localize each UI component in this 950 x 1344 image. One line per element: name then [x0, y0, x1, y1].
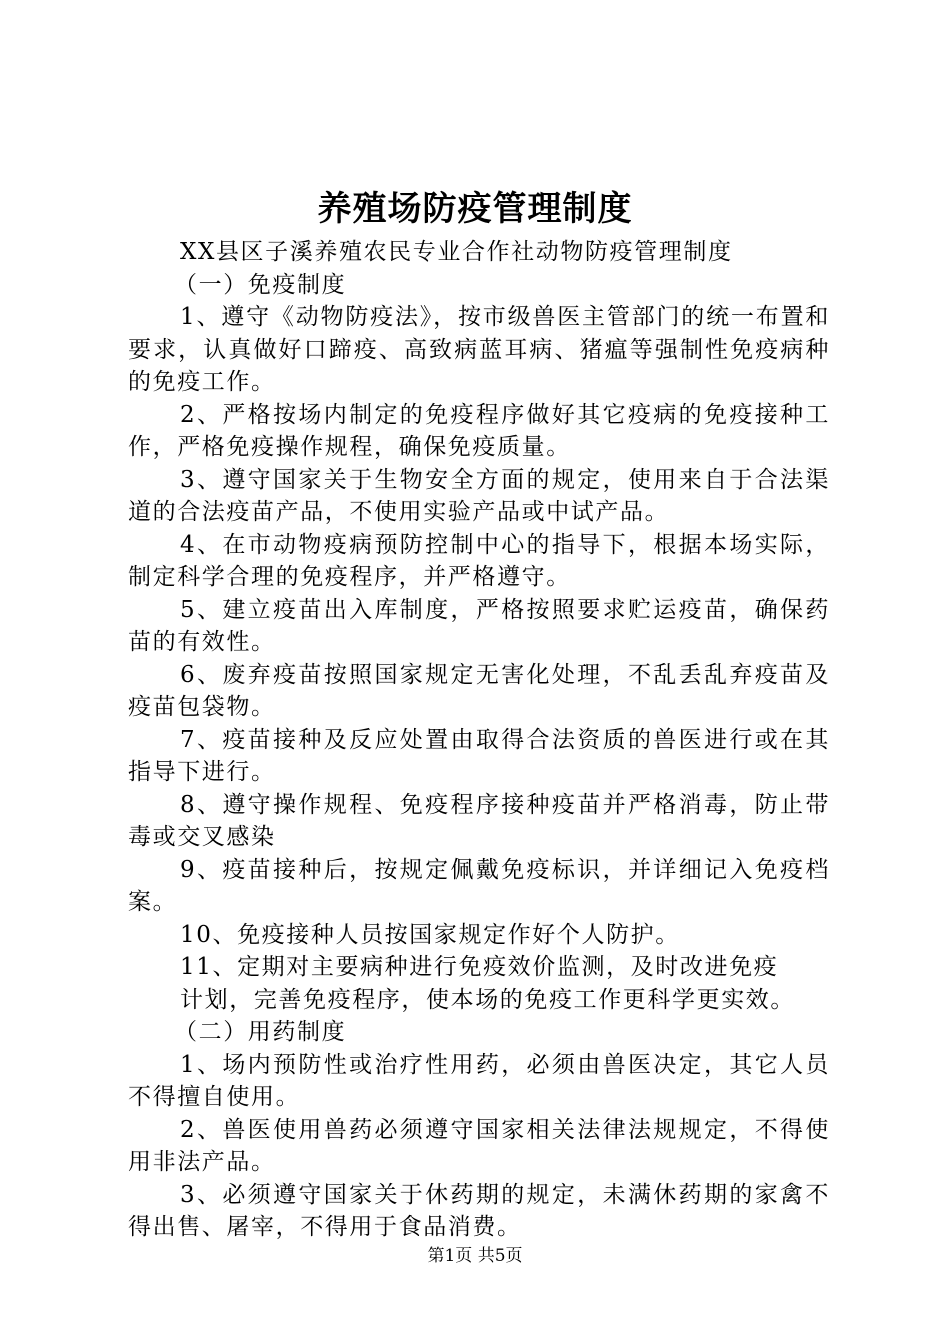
paragraph-item: 7、疫苗接种及反应处置由取得合法资质的兽医进行或在其指导下进行。 [128, 726, 830, 785]
paragraph-item: 2、兽医使用兽药必须遵守国家相关法律法规规定，不得使用非法产品。 [128, 1116, 830, 1175]
section-heading-medication: （二）用药制度 [174, 1019, 347, 1045]
paragraph-item: 3、遵守国家关于生物安全方面的规定，使用来自于合法渠道的合法疫苗产品，不使用实验产品或中试产品。 [128, 466, 830, 525]
paragraph-item: 1、场内预防性或治疗性用药，必须由兽医决定，其它人员不得擅自使用。 [128, 1051, 830, 1110]
document-title: 养殖场防疫管理制度 [317, 189, 633, 229]
page-number-footer: 第1页 共5页 [427, 1246, 523, 1266]
paragraph-subtitle: XX县区子溪养殖农民专业合作社动物防疫管理制度 [180, 239, 733, 265]
paragraph-item: 10、免疫接种人员按国家规定作好个人防护。 [180, 921, 680, 948]
paragraph-item: 5、建立疫苗出入库制度，严格按照要求贮运疫苗，确保药苗的有效性。 [128, 596, 830, 655]
paragraph-item: 6、废弃疫苗按照国家规定无害化处理，不乱丢乱弃疫苗及疫苗包袋物。 [128, 661, 830, 720]
paragraph-item: 1、遵守《动物防疫法》，按市级兽医主管部门的统一布置和要求，认真做好口蹄疫、高致病蓝耳病、猪瘟等强制性免疫病种的免疫工作。 [128, 304, 830, 395]
paragraph-item: 4、在市动物疫病预防控制中心的指导下，根据本场实际，制定科学合理的免疫程序，并严格遵守。 [128, 531, 830, 590]
section-heading-immunization: （一）免疫制度 [174, 271, 347, 298]
paragraph-item: 3、必须遵守国家关于休药期的规定，未满休药期的家禽不得出售、屠宰，不得用于食品消费。 [128, 1181, 830, 1240]
document-body [128, 236, 830, 1244]
paragraph-item: 2、严格按场内制定的免疫程序做好其它疫病的免疫接种工作，严格免疫操作规程，确保免疫质量。 [128, 401, 830, 460]
paragraph-item: 9、疫苗接种后，按规定佩戴免疫标识，并详细记入免疫档案。 [128, 856, 830, 915]
paragraph-continuation: 计划，完善免疫程序，使本场的免疫工作更科学更实效。 [180, 986, 795, 1013]
paragraph-item: 8、遵守操作规程、免疫程序接种疫苗并严格消毒，防止带毒或交叉感染 [128, 791, 830, 850]
paragraph-item: 11、定期对主要病种进行免疫效价监测，及时改进免疫 [180, 954, 779, 980]
